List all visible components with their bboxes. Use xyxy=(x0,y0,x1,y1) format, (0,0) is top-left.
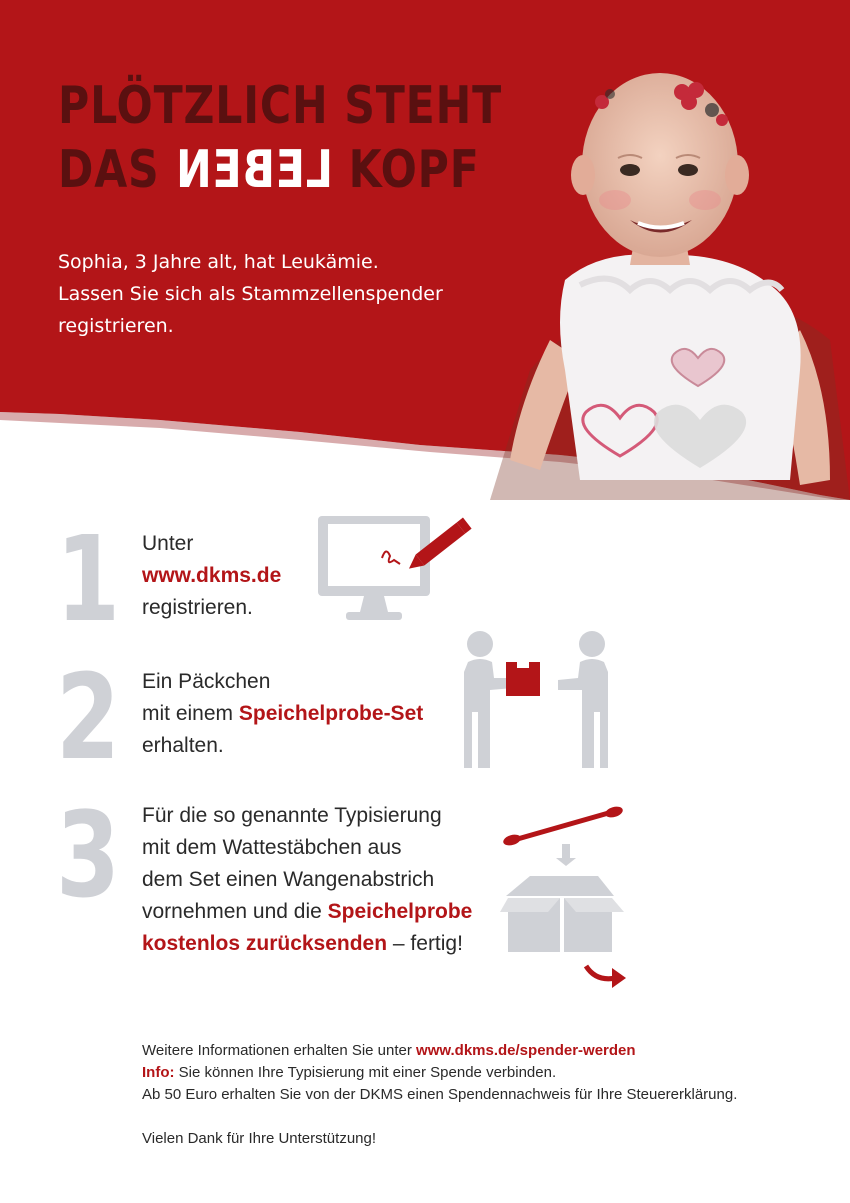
intro-line-1: Sophia, 3 Jahre alt, hat Leukämie. xyxy=(58,251,379,273)
headline-word-kopf: KOPF xyxy=(348,140,480,200)
footer-line-1: Weitere Informationen erhalten Sie unter www.dkms.de/spender-werden xyxy=(142,1042,636,1059)
headline-word-leben-mirrored: LEBEN xyxy=(175,140,333,200)
step-2-highlight: Speichelprobe-Set xyxy=(238,702,424,725)
step-2-text xyxy=(142,666,423,762)
headline xyxy=(58,74,502,202)
footer-line-3: Ab 50 Euro erhalten Sie von der DKMS einen Spendennachweis für Ihre Steuererklärung. xyxy=(142,1086,738,1103)
step-1-line-1: Unter xyxy=(142,532,194,555)
step-3-highlight-1: Speichelprobe xyxy=(327,900,473,923)
footer-info-label: Info: xyxy=(142,1064,175,1081)
step-1-text xyxy=(142,528,281,624)
step-2-line-1: Ein Päckchen xyxy=(142,670,271,693)
footer-info xyxy=(142,1040,737,1150)
step-number-2: 2 xyxy=(56,648,121,786)
swab-box-icon xyxy=(500,802,640,992)
package-handover-icon xyxy=(462,628,612,770)
step-number-1: 1 xyxy=(56,510,121,648)
intro-line-3: registrieren. xyxy=(58,315,174,337)
step-2-line-2: mit einem Speichelprobe-Set xyxy=(142,702,424,725)
headline-word-das: DAS xyxy=(58,140,160,200)
hero-banner xyxy=(0,0,850,500)
child-photo xyxy=(470,40,850,500)
step-3-line-2: mit dem Wattestäbchen aus xyxy=(142,836,402,859)
step-3-line-5: kostenlos zurücksenden – fertig! xyxy=(142,932,463,955)
computer-signature-icon xyxy=(316,512,476,624)
step-3-line-4: vornehmen und die Speichelprobe xyxy=(142,900,473,923)
step-3-text xyxy=(142,800,472,960)
step-1-link[interactable]: www.dkms.de xyxy=(142,564,282,587)
step-number-3: 3 xyxy=(56,786,121,924)
step-2-line-3: erhalten. xyxy=(142,734,224,757)
headline-line-2 xyxy=(58,138,502,202)
footer-thanks: Vielen Dank für Ihre Unterstützung! xyxy=(142,1130,377,1147)
footer-line-2: Info: Sie können Ihre Typisierung mit einer Spende verbinden. xyxy=(142,1064,557,1081)
step-3-highlight-2: kostenlos zurücksenden xyxy=(142,932,388,955)
intro-line-2: Lassen Sie sich als Stammzellenspender xyxy=(58,283,443,305)
headline-line-1: PLÖTZLICH STEHT xyxy=(58,76,503,136)
footer-link[interactable]: www.dkms.de/spender-werden xyxy=(416,1042,636,1059)
step-3-line-3: dem Set einen Wangenabstrich xyxy=(142,868,435,891)
step-1-line-3: registrieren. xyxy=(142,596,253,619)
intro-text xyxy=(58,246,518,342)
step-3-line-1: Für die so genannte Typisierung xyxy=(142,804,442,827)
